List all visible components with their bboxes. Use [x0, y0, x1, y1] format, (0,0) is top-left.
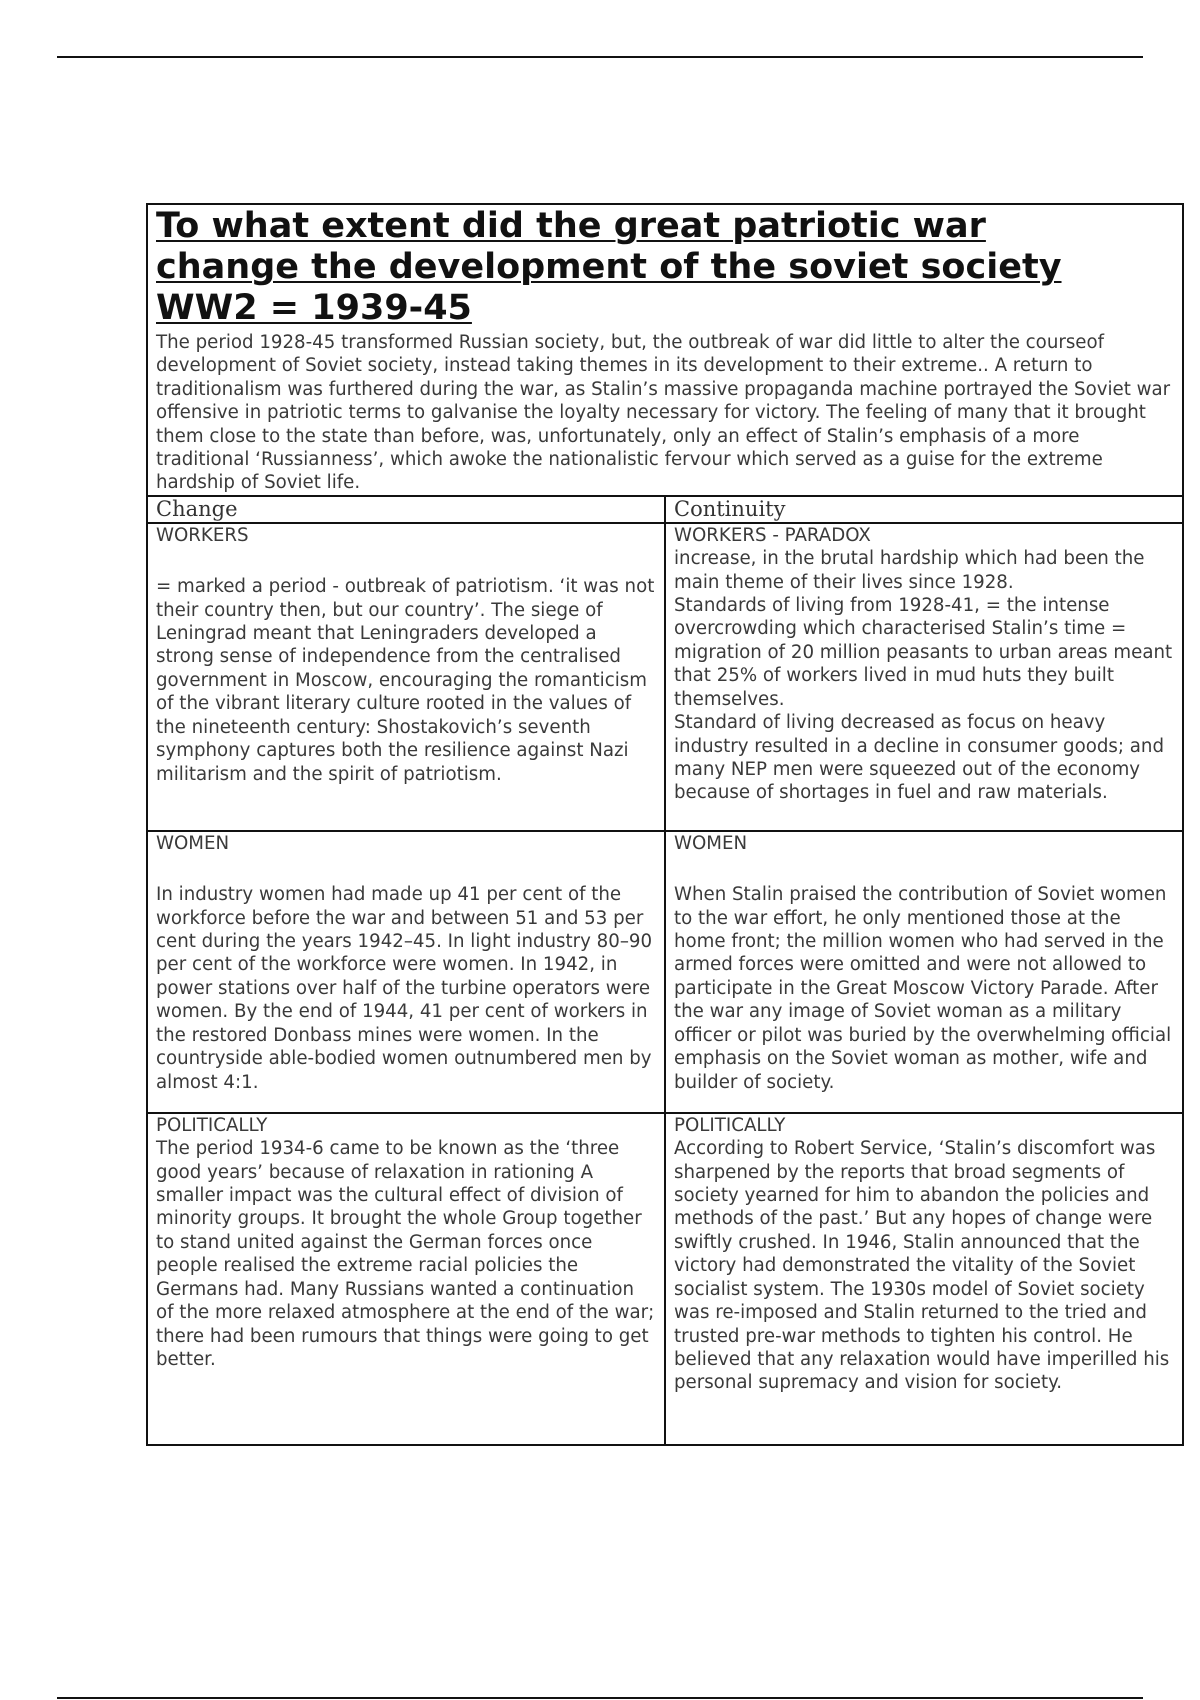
- title-line-1: To what extent did the great patriotic war: [156, 206, 986, 246]
- politically-change-text: The period 1934-6 came to be known as the ‘three good years’ because of relaxation in rationing A smaller impact was the cultural effect of division of minority groups. It brought the whole Group together to stand united against the German forces once people realised the extreme racial policies the Germans had. Many Russians wanted a continuation of the more relaxed atmosphere at the end of the war; there had been rumours that things were going to get better.: [156, 1138, 655, 1370]
- women-continuity-cell: [665, 831, 1183, 1113]
- change-column-header: Change: [147, 496, 665, 523]
- intro-paragraph: The period 1928-45 transformed Russian society, but, the outbreak of war did little to alter the courseof development of Soviet society, instead taking themes in its development to their extreme.. A return to traditionalism was furthered during the war, as Stalin’s massive propaganda machine portrayed the Soviet war offensive in patriotic terms to galvanise the loyalty necessary for victory. The feeling of many that it brought them close to the state than before, was, unfortunately, only an effect of Stalin’s emphasis of a more traditional ‘Russianness’, which awoke the nationalistic fervour which served as a guise for the extreme hardship of Soviet life.: [156, 332, 1171, 494]
- essay-title: [156, 205, 1174, 329]
- title-line-3: WW2 = 1939-45: [156, 288, 472, 328]
- workers-continuity-p3: Standard of living decreased as focus on heavy industry resulted in a decline in consumer goods; and many NEP men were squeezed out of the economy because of shortages in fuel and raw materials.: [674, 712, 1165, 804]
- workers-change-heading: WORKERS: [156, 524, 249, 546]
- workers-change-text: = marked a period - outbreak of patriotism. ‘it was not their country then, but our country’. The siege of Leningrad meant that Leningraders developed a strong sense of independence from the centralised government in Moscow, encouraging the romanticism of the vibrant literary culture rooted in the values of the nineteenth century: Shostakovich’s seventh symphony captures both the resilience against Nazi militarism and the spirit of patriotism.: [156, 576, 655, 785]
- workers-continuity-heading: WORKERS - PARADOX: [674, 524, 871, 546]
- women-change-heading: WOMEN: [156, 832, 230, 854]
- continuity-column-header: Continuity: [665, 496, 1183, 523]
- title-row: [147, 204, 1183, 496]
- politically-row: [147, 1113, 1183, 1445]
- politically-continuity-cell: [665, 1113, 1183, 1445]
- politically-continuity-heading: POLITICALLY: [674, 1114, 786, 1136]
- column-header-row: [147, 496, 1183, 523]
- workers-row: [147, 523, 1183, 831]
- politically-change-heading: POLITICALLY: [156, 1114, 268, 1136]
- essay-table: [146, 203, 1184, 1446]
- women-continuity-text: When Stalin praised the contribution of Soviet women to the war effort, he only mentioned those at the home front; the million women who had served in the armed forces were omitted and were not allowed to participate in the Great Moscow Victory Parade. After the war any image of Soviet woman as a military officer or pilot was buried by the overwhelming official emphasis on the Soviet woman as mother, wife and builder of society.: [674, 884, 1172, 1093]
- page-top-rule: [57, 56, 1143, 58]
- workers-continuity-p2: Standards of living from 1928-41, = the intense overcrowding which characterised Stalin’s time = migration of 20 million peasants to urban areas meant that 25% of workers lived in mud huts they built themselves.: [674, 595, 1173, 710]
- politically-change-cell: [147, 1113, 665, 1445]
- workers-continuity-p1: increase, in the brutal hardship which had been the main theme of their lives since 1928.: [674, 548, 1145, 593]
- title-cell: [147, 204, 1183, 496]
- workers-change-cell: [147, 523, 665, 831]
- women-change-text: In industry women had made up 41 per cent of the workforce before the war and between 51 and 53 per cent during the years 1942–45. In light industry 80–90 per cent of the workforce were women. In 1942, in power stations over half of the turbine operators were women. By the end of 1944, 41 per cent of workers in the restored Donbass mines were women. In the countryside able-bodied women outnumbered men by almost 4:1.: [156, 884, 653, 1093]
- workers-continuity-cell: [665, 523, 1183, 831]
- politically-continuity-text: According to Robert Service, ‘Stalin’s discomfort was sharpened by the reports that broad segments of society yearned for him to abandon the policies and methods of the past.’ But any hopes of change were swiftly crushed. In 1946, Stalin announced that the victory had demonstrated the vitality of the Soviet socialist system. The 1930s model of Soviet society was re-imposed and Stalin returned to the tried and trusted pre-war methods to tighten his control. He believed that any relaxation would have imperilled his personal supremacy and vision for society.: [674, 1138, 1170, 1394]
- title-line-2: change the development of the soviet society: [156, 247, 1062, 287]
- women-row: [147, 831, 1183, 1113]
- women-change-cell: [147, 831, 665, 1113]
- women-continuity-heading: WOMEN: [674, 832, 748, 854]
- page-bottom-rule: [57, 1697, 1143, 1699]
